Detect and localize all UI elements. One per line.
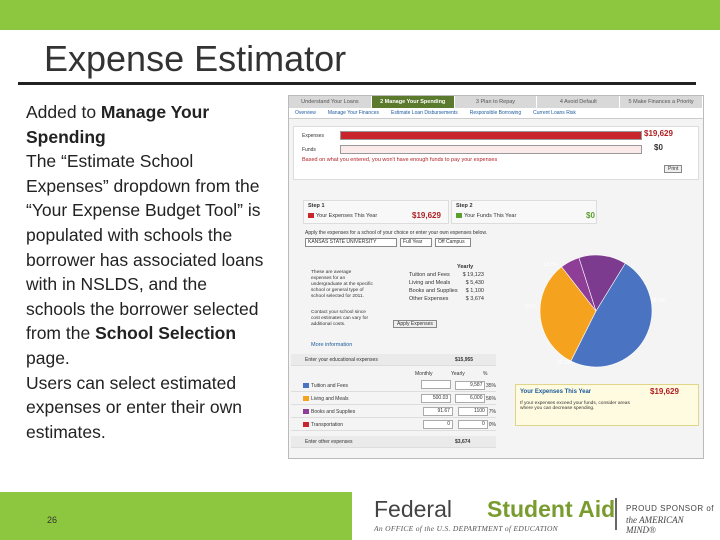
body-text-segment: Users can select estimated expenses or enter their own estimates. (26, 372, 242, 442)
funds-bar (340, 145, 642, 154)
green-swatch (456, 213, 462, 218)
step-plan-repay[interactable]: 3 Plan to Repay (455, 96, 538, 108)
slide-body (26, 100, 264, 444)
step-finances-priority[interactable]: 5 Make Finances a Priority (620, 96, 703, 108)
row-label-wrap (291, 396, 421, 402)
school-select-row (305, 238, 471, 247)
row-yearly-wrap (455, 381, 486, 390)
body-text-segment: page. (26, 347, 70, 368)
logo-divider (615, 498, 617, 530)
edu-expenses-total: $15,955 (455, 356, 474, 363)
step2-amount: $0 (586, 211, 595, 220)
logo-subtitle: An OFFICE of the U.S. DEPARTMENT of EDUCATION (374, 524, 558, 533)
row-percent: 35% (485, 382, 496, 389)
row-label-wrap (291, 383, 421, 389)
yearly-input[interactable]: 6,000 (455, 394, 485, 403)
row-percent: 56% (485, 395, 496, 402)
expenses-bar-row (302, 131, 642, 140)
body-bold-segment: School Selection (95, 323, 237, 344)
red-swatch (308, 213, 314, 218)
row-label: Books and Supplies (311, 408, 356, 415)
living-swatch (303, 396, 309, 401)
step1-panel (303, 200, 449, 224)
expense-box-title: Your Expenses This Year (520, 389, 592, 395)
slide-title: Expense Estimator (44, 38, 347, 79)
subnav-disbursements[interactable]: Estimate Loan Disbursements (391, 110, 458, 116)
sub-navigation (289, 108, 703, 119)
monthly-input[interactable]: 91.67 (423, 407, 453, 416)
body-line-3 (26, 371, 264, 445)
other-expenses-total: $3,674 (455, 438, 471, 445)
body-bold-segment: Manage Your Spending (26, 102, 210, 147)
summary-row (409, 288, 484, 294)
summary-yearly-header: Yearly (457, 264, 474, 270)
summary-value: $ 1,100 (465, 288, 484, 294)
app-screenshot (288, 95, 704, 459)
books-swatch (303, 409, 309, 414)
monthly-input[interactable]: 0 (423, 420, 453, 429)
other-expenses-row[interactable] (291, 436, 496, 448)
step2-title-row (456, 213, 516, 219)
expense-box-amount: $19,629 (650, 387, 679, 396)
col-monthly: Monthly (415, 370, 433, 377)
apply-expenses-button[interactable]: Apply Expenses (393, 320, 437, 328)
subnav-overview[interactable]: Overview (295, 110, 316, 116)
logo-student-aid: Student Aid (487, 496, 616, 522)
monthly-input[interactable]: 500.03 (421, 394, 451, 403)
expenses-bar-fill (341, 132, 641, 139)
edu-expenses-row[interactable] (291, 354, 496, 366)
progress-steps (289, 96, 703, 108)
step2-label: Step 2 (456, 203, 473, 209)
logo-federal: Federal (374, 496, 452, 522)
budget-notice: Based on what you entered, you won't have enough funds to pay your expenses (302, 157, 498, 163)
row-monthly-wrap (421, 394, 455, 403)
row-monthly-wrap (423, 407, 458, 416)
expense-pie-chart (521, 246, 671, 376)
page-number: 26 (47, 515, 58, 525)
subnav-borrowing[interactable]: Responsible Borrowing (469, 110, 522, 116)
table-row (291, 419, 496, 431)
transport-swatch (303, 422, 309, 427)
expenses-label: Expenses (302, 132, 324, 139)
pie-label: 13.7% (543, 262, 558, 268)
step-manage-spending[interactable]: 2 Manage Your Spending (372, 96, 455, 108)
funds-label: Funds (302, 146, 316, 153)
yearly-input[interactable]: 9,587 (455, 381, 485, 390)
subnav-risk[interactable]: Current Loans Risk (533, 110, 576, 116)
body-line-1 (26, 100, 264, 149)
row-monthly-wrap (423, 420, 458, 429)
print-button[interactable]: Print (664, 165, 682, 173)
step2-panel (451, 200, 597, 224)
step1-amount: $19,629 (412, 211, 441, 220)
yearly-input[interactable]: 1100 (458, 407, 488, 416)
col-percent: % (483, 370, 488, 377)
tuition-swatch (303, 383, 309, 388)
table-row (291, 393, 496, 405)
summary-label: Tuition and Fees (409, 272, 450, 278)
step1-title-row (308, 213, 377, 219)
expense-box-text: If your expenses exceed your funds, consider areas where you can decrease spending. (520, 401, 630, 411)
pie-label: 5.6% (525, 304, 537, 310)
summary-label: Living and Meals (409, 280, 451, 286)
table-header (291, 368, 496, 379)
expenses-amount: $19,629 (644, 129, 673, 138)
sponsor-line-2: the AMERICAN MIND® (626, 515, 684, 535)
other-expenses-label: Enter other expenses (305, 438, 353, 445)
contact-text: Contact your school since cost estimates can vary for additional costs. (311, 310, 369, 327)
body-text-segment: Added to (26, 102, 101, 122)
step1-label: Step 1 (308, 203, 325, 209)
housing-select[interactable]: Off Campus (435, 238, 471, 247)
fsa-logo (374, 494, 714, 538)
subnav-finances[interactable]: Manage Your Finances (327, 110, 379, 116)
more-information-link[interactable]: More information (311, 342, 353, 348)
year-select[interactable]: Full Year (400, 238, 432, 247)
sponsor-line-1: PROUD SPONSOR of (626, 504, 715, 513)
top-accent-bar (0, 0, 720, 30)
body-line-2 (26, 149, 264, 370)
explain-text: These are average expenses for an undergraduate at the specific school or general type of school selected for 2011. (311, 270, 373, 299)
estimate-prompt: Apply the expenses for a school of your choice or enter your own expenses below. (305, 230, 488, 236)
school-select[interactable]: KANSAS STATE UNIVERSITY (305, 238, 397, 247)
row-label: Transportation (311, 421, 344, 428)
pie-label: 48.7% (651, 298, 666, 304)
summary-value: $ 19,123 (462, 272, 484, 278)
body-text-segment: The “Estimate School Expenses” dropdown from the “Your Expense Budget Tool” is populated with schools the borrower has associated loans with in NSLDS, and the schools the borrower selected from the (26, 151, 264, 344)
col-yearly: Yearly (451, 370, 465, 377)
row-percent: 0% (488, 421, 496, 428)
summary-label: Other Expenses (409, 296, 449, 302)
step1-title: Your Expenses This Year (316, 213, 378, 219)
step2-title: Your Funds This Year (464, 213, 517, 219)
expense-box (515, 384, 699, 426)
row-label: Living and Meals (311, 395, 349, 402)
funds-amount: $0 (654, 143, 663, 152)
row-percent: 7% (488, 408, 496, 415)
summary-row (409, 272, 484, 278)
pie-label: 32.1% (557, 360, 572, 366)
summary-label: Books and Supplies (409, 288, 458, 294)
row-monthly-wrap (421, 380, 455, 391)
budget-summary-panel (293, 126, 699, 180)
row-label-wrap (291, 422, 423, 428)
row-yearly-wrap (455, 394, 486, 403)
summary-list (409, 272, 484, 302)
step-avoid-default[interactable]: 4 Avoid Default (537, 96, 620, 108)
row-yearly-wrap (458, 407, 489, 416)
row-label-wrap (291, 409, 423, 415)
summary-row (409, 296, 484, 302)
monthly-input[interactable] (421, 380, 451, 389)
summary-value: $ 5,430 (465, 280, 484, 286)
yearly-input[interactable]: 0 (458, 420, 488, 429)
edu-expenses-label: Enter your educational expenses (305, 356, 378, 363)
table-row (291, 380, 496, 392)
step-understand-loans[interactable]: Understand Your Loans (289, 96, 372, 108)
table-row (291, 406, 496, 418)
title-divider (18, 82, 696, 85)
summary-value: $ 3,674 (465, 296, 484, 302)
row-label: Tuition and Fees (311, 382, 349, 389)
summary-row (409, 280, 484, 286)
expenses-bar (340, 131, 642, 140)
row-yearly-wrap (458, 420, 489, 429)
funds-bar-row (302, 145, 642, 154)
